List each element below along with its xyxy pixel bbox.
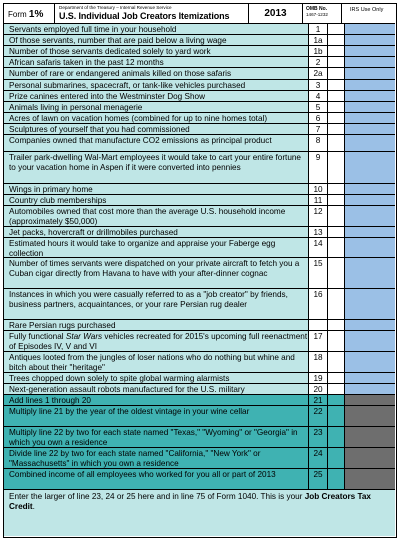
irs-use-cell [345, 331, 395, 351]
line-item-row [4, 184, 395, 195]
line-description [4, 195, 309, 205]
line-item-row [4, 448, 395, 469]
irs-use-cell [345, 152, 395, 183]
amount-field[interactable] [328, 80, 345, 90]
line-number: 2a [309, 68, 328, 79]
line-item-row [4, 227, 395, 238]
line-item-row [4, 289, 395, 320]
line-item-row [4, 373, 395, 384]
line-text-italic: Star Wars [65, 332, 103, 341]
irs-use-cell [345, 373, 395, 383]
line-number: 1 [309, 24, 328, 34]
final-text-bold: Job Creators Tax Credit [9, 492, 371, 511]
line-description [4, 448, 309, 468]
line-number: 1a [309, 35, 328, 45]
line-text: Companies owned that manufacture CO2 emissions as principal product [9, 136, 272, 145]
line-item-row [4, 206, 395, 227]
line-number: 18 [309, 352, 328, 372]
line-item-row [4, 152, 395, 184]
irs-use-cell [345, 195, 395, 205]
line-description [4, 24, 309, 34]
line-item-row [4, 80, 395, 91]
line-item-row [4, 331, 395, 352]
line-description [4, 258, 309, 288]
line-description [4, 469, 309, 489]
irs-use-cell [345, 124, 395, 134]
line-item-row [4, 113, 395, 124]
amount-field[interactable] [328, 152, 345, 183]
line-text: Animals living in personal menagerie [9, 103, 143, 112]
line-text: Wings in primary home [9, 185, 93, 194]
line-text: Trailer park-dwelling Wal-Mart employees it would take to cart your entire fortune to your vacation home in Aspen if it were converted into pennies [9, 153, 301, 172]
amount-field[interactable] [328, 24, 345, 34]
line-description [4, 184, 309, 194]
line-number: 15 [309, 258, 328, 288]
amount-field[interactable] [328, 352, 345, 372]
department-label: Department of the Treasury – Internal Revenue Service [59, 5, 172, 10]
amount-field[interactable] [328, 406, 345, 426]
line-item-row [4, 46, 395, 57]
amount-field[interactable] [328, 227, 345, 237]
line-text: Of those servants, number that are paid below a living wage [9, 36, 227, 45]
line-number: 11 [309, 195, 328, 205]
amount-field[interactable] [328, 91, 345, 101]
line-number: 5 [309, 102, 328, 112]
line-description [4, 57, 309, 67]
line-text: African safaris taken in the past 12 months [9, 58, 164, 67]
line-item-row [4, 195, 395, 206]
line-description [4, 113, 309, 123]
line-item-row [4, 427, 395, 448]
line-number: 16 [309, 289, 328, 319]
line-number: 10 [309, 184, 328, 194]
irs-use-cell [345, 35, 395, 45]
line-number: 1b [309, 46, 328, 56]
line-text: Rare Persian rugs purchased [9, 321, 116, 330]
line-description [4, 35, 309, 45]
line-number: 13 [309, 227, 328, 237]
irs-use-cell [345, 258, 395, 288]
line-number: 12 [309, 206, 328, 226]
line-text: Servants employed full time in your household [9, 25, 177, 34]
irs-use-cell [345, 80, 395, 90]
irs-use-cell [345, 68, 395, 79]
line-description [4, 406, 309, 426]
tax-year: 2013 [249, 4, 303, 24]
line-number: 7 [309, 124, 328, 134]
line-text: Fully functional [9, 332, 66, 341]
line-description [4, 427, 309, 447]
irs-use-cell [345, 184, 395, 194]
line-item-row [4, 258, 395, 289]
irs-use-cell [345, 102, 395, 112]
line-text: Prize canines entered into the Westminster Dog Show [9, 92, 205, 101]
line-item-row [4, 384, 395, 395]
line-text: Acres of lawn on vacation homes (combined for up to nine homes total) [9, 114, 268, 123]
omb-cell [303, 4, 342, 24]
omb-number: 1467-1232 [306, 12, 328, 17]
line-text: Add lines 1 through 20 [9, 396, 91, 405]
line-description [4, 206, 309, 226]
irs-use-cell [345, 406, 395, 426]
line-number: 8 [309, 135, 328, 151]
line-item-row [4, 91, 395, 102]
line-number: 24 [309, 448, 328, 468]
amount-field[interactable] [328, 35, 345, 45]
amount-field[interactable] [328, 57, 345, 67]
line-item-row [4, 35, 395, 46]
line-description [4, 124, 309, 134]
form-number: 1% [28, 9, 44, 20]
line-description [4, 331, 309, 351]
amount-field[interactable] [328, 124, 345, 134]
final-instruction [4, 490, 395, 536]
line-item-row [4, 102, 395, 113]
amount-field[interactable] [328, 258, 345, 288]
line-description [4, 80, 309, 90]
irs-use-cell [345, 448, 395, 468]
amount-field[interactable] [328, 373, 345, 383]
line-text: Jet packs, hovercraft or drillmobiles purchased [9, 228, 178, 237]
line-text: vehicles recreated for 2015's upcoming full reenactment of Episodes IV, V and VI [9, 332, 308, 351]
line-number: 19 [309, 373, 328, 383]
line-text: Multiply line 22 by two for each state named "Texas," "Wyoming" or "Georgia" in which you own a residence [9, 428, 298, 447]
line-number: 4 [309, 91, 328, 101]
line-number: 22 [309, 406, 328, 426]
line-items [4, 24, 395, 490]
line-number: 21 [309, 395, 328, 405]
line-description [4, 384, 309, 394]
irs-use-cell [345, 395, 395, 405]
amount-field[interactable] [328, 289, 345, 319]
amount-field[interactable] [328, 102, 345, 112]
line-number [309, 320, 328, 330]
line-number: 23 [309, 427, 328, 447]
amount-field[interactable] [328, 469, 345, 489]
irs-use-cell [345, 384, 395, 394]
form-label: Form [8, 10, 27, 19]
line-number: 17 [309, 331, 328, 351]
line-item-row [4, 57, 395, 68]
line-text: Country club memberships [9, 196, 107, 205]
line-text: Divide line 22 by two for each state named "California," "New York" or "Massachusetts" in which you own a residence [9, 449, 261, 468]
irs-use-cell [345, 320, 395, 330]
irs-use-cell [345, 427, 395, 447]
line-item-row [4, 320, 395, 331]
amount-field[interactable] [328, 395, 345, 405]
irs-use-cell [345, 135, 395, 151]
line-description [4, 68, 309, 79]
amount-field[interactable] [328, 68, 345, 79]
line-description [4, 395, 309, 405]
line-number: 2 [309, 57, 328, 67]
line-number: 9 [309, 152, 328, 183]
line-item-row [4, 469, 395, 490]
amount-field[interactable] [328, 384, 345, 394]
line-item-row [4, 24, 395, 35]
line-number: 6 [309, 113, 328, 123]
amount-field[interactable] [328, 238, 345, 257]
line-text: Number of those servants dedicated solely to yard work [9, 47, 211, 56]
form-title: U.S. Individual Job Creators Itemizations [59, 11, 230, 21]
irs-use-label: IRS Use Only [350, 7, 384, 13]
final-text-pre: Enter the larger of line 23, 24 or 25 here and in line 75 of Form 1040. This is your [9, 492, 305, 501]
line-description [4, 91, 309, 101]
line-description [4, 352, 309, 372]
line-text: Sculptures of yourself that you had commissioned [9, 125, 190, 134]
form-header [4, 4, 395, 24]
line-description [4, 373, 309, 383]
line-text: Number of rare or endangered animals killed on those safaris [9, 69, 232, 78]
amount-field[interactable] [328, 320, 345, 330]
line-description [4, 46, 309, 56]
line-item-row [4, 135, 395, 152]
line-text: Trees chopped down solely to spite global warming alarmists [9, 374, 230, 383]
line-text: Antiques looted from the jungles of loser nations who do nothing but whine and bitch about their "heritage" [9, 353, 295, 372]
line-text: Automobiles owned that cost more than the average U.S. household income (approximately $50,000) [9, 207, 286, 226]
irs-use-cell [345, 91, 395, 101]
line-description [4, 289, 309, 319]
irs-use-cell [345, 24, 395, 34]
line-text: Combined income of all employees who worked for you all or part of 2013 [9, 470, 276, 479]
line-text: Next-generation assault robots manufactured for the U.S. military [9, 385, 245, 394]
amount-field[interactable] [328, 331, 345, 351]
line-item-row [4, 406, 395, 427]
line-description [4, 152, 309, 183]
amount-field[interactable] [328, 448, 345, 468]
line-item-row [4, 352, 395, 373]
line-description [4, 135, 309, 151]
line-item-row [4, 124, 395, 135]
irs-use-cell [345, 206, 395, 226]
irs-use-cell [345, 46, 395, 56]
line-text: Personal submarines, spacecraft, or tank-like vehicles purchased [9, 81, 246, 90]
line-number: 3 [309, 80, 328, 90]
irs-use-cell [345, 469, 395, 489]
line-description [4, 102, 309, 112]
line-item-row [4, 395, 395, 406]
amount-field[interactable] [328, 195, 345, 205]
amount-field[interactable] [328, 113, 345, 123]
line-text: Instances in which you were casually referred to as a "job creator" by friends, business partners, acquaintances, or your rare Persian rug dealer [9, 290, 288, 309]
line-text: Estimated hours it would take to organize and appraise your Faberge egg collection [9, 239, 276, 257]
line-number: 25 [309, 469, 328, 489]
line-text: Number of times servants were dispatched on your private aircraft to fetch you a Cuban cigar directly from Havana to have with your after-dinner cognac [9, 259, 300, 278]
irs-use-cell [345, 352, 395, 372]
irs-use-cell [345, 289, 395, 319]
form-title-cell [55, 4, 249, 24]
line-number: 14 [309, 238, 328, 257]
tax-form [3, 3, 397, 538]
amount-field[interactable] [328, 46, 345, 56]
line-description [4, 238, 309, 257]
irs-use-cell [345, 113, 395, 123]
line-description [4, 227, 309, 237]
line-text: Multiply line 21 by the year of the oldest vintage in your wine cellar [9, 407, 250, 416]
omb-label: OMB No. [306, 6, 328, 12]
amount-field[interactable] [328, 135, 345, 151]
amount-field[interactable] [328, 427, 345, 447]
form-number-cell [4, 4, 55, 24]
final-text-post: . [32, 502, 35, 511]
line-description [4, 320, 309, 330]
line-item-row [4, 238, 395, 258]
amount-field[interactable] [328, 184, 345, 194]
irs-use-cell [345, 227, 395, 237]
line-item-row [4, 68, 395, 80]
irs-use-cell [345, 57, 395, 67]
amount-field[interactable] [328, 206, 345, 226]
irs-use-cell [345, 238, 395, 257]
line-number: 20 [309, 384, 328, 394]
